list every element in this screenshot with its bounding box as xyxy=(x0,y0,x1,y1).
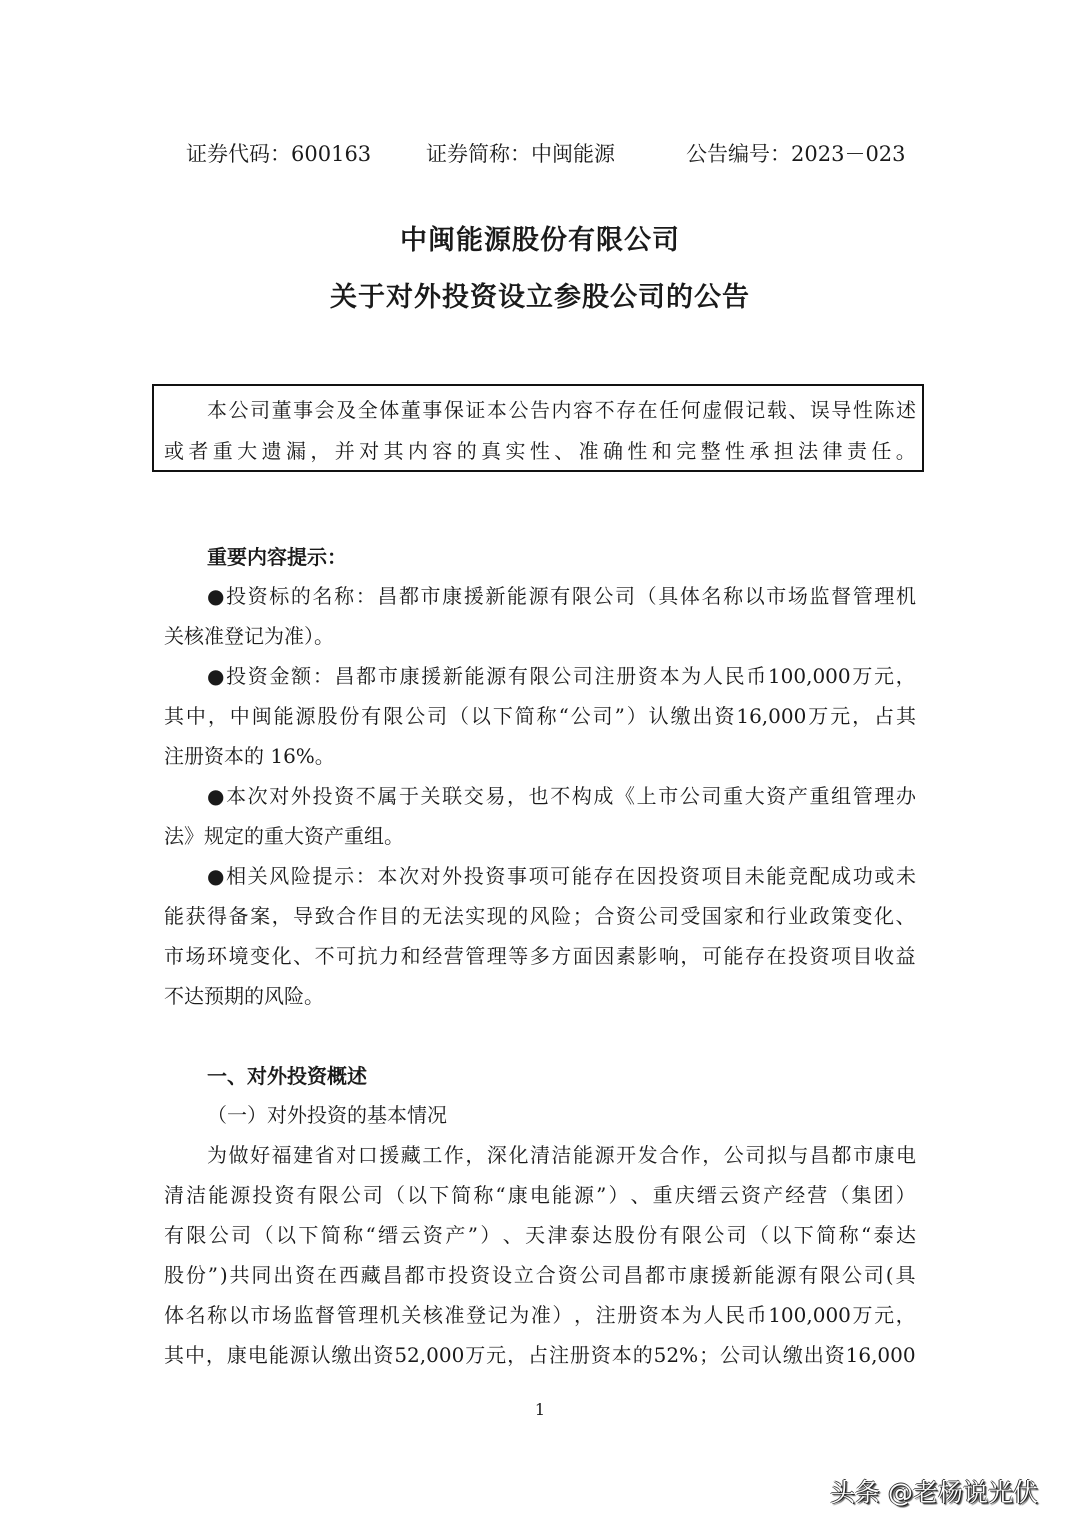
highlight-line: 注册资本的 16%。 xyxy=(164,744,335,768)
highlight-line: 能 获 得 备 案 ， 导 致 合 作 目 的 无 法 实 现 的 风 险 ； 合 资 公 司 受 国 家 和 行 业 政 策 变 化 、 xyxy=(164,904,916,928)
disclaimer-line: 或 者 重 大 遗 漏 ， 并 对 其 内 容 的 真 实 性 、 准 确 性 和 完 整 性 承 担 法 律 责 任 。 xyxy=(164,439,916,463)
highlight-line: 其 中 ， 中 闽 能 源 股 份 有 限 公 司 （ 以 下 简 称 “ 公 司 ” ） 认 缴 出 资 16,000 万 元 ， 占 其 xyxy=(164,704,916,728)
disclaimer-line: 本 公 司 董 事 会 及 全 体 董 事 保 证 本 公 告 内 容 不 存 在 任 何 虚 假 记 载 、 误 导 性 陈 述 xyxy=(207,398,916,422)
highlight-line: 不达预期的风险。 xyxy=(164,984,324,1008)
stock-name: 证券简称：中闽能源 xyxy=(426,142,615,166)
page-number: 1 xyxy=(534,1400,546,1419)
highlights-heading: 重要内容提示： xyxy=(207,545,347,569)
announcement-subject: 关于对外投资设立参股公司的公告 xyxy=(330,282,750,313)
announcement-number: 公告编号：2023－023 xyxy=(686,142,906,166)
watermark: 头条 @老杨说光伏 xyxy=(830,1478,1038,1507)
company-title: 中闽能源股份有限公司 xyxy=(400,225,680,256)
highlight-line: ● 投 资 标 的 名 称 ： 昌 都 市 康 援 新 能 源 有 限 公 司 （ 具 体 名 称 以 市 场 监 督 管 理 机 xyxy=(207,584,916,608)
highlight-line: ● 投 资 金 额 ： 昌 都 市 康 援 新 能 源 有 限 公 司 注 册 资 本 为 人 民 币 100,000 万 元 ， xyxy=(207,664,916,688)
document-header xyxy=(186,138,906,168)
section-subheading: （一）对外投资的基本情况 xyxy=(207,1103,447,1127)
highlight-line: ● 本 次 对 外 投 资 不 属 于 关 联 交 易 ， 也 不 构 成 《 上 市 公 司 重 大 资 产 重 组 管 理 办 xyxy=(207,784,916,808)
body-line: 清 洁 能 源 投 资 有 限 公 司 （ 以 下 简 称 “ 康 电 能 源 ” ） 、 重 庆 缙 云 资 产 经 营 （ 集 团 ） xyxy=(164,1183,916,1207)
body-line: 股 份 ” ) 共 同 出 资 在 西 藏 昌 都 市 投 资 设 立 合 资 公 司 昌 都 市 康 援 新 能 源 有 限 公 司 ( 具 xyxy=(164,1263,916,1287)
body-line: 为 做 好 福 建 省 对 口 援 藏 工 作 ， 深 化 清 洁 能 源 开 发 合 作 ， 公 司 拟 与 昌 都 市 康 电 xyxy=(207,1143,916,1167)
highlight-line: 市 场 环 境 变 化 、 不 可 抗 力 和 经 营 管 理 等 多 方 面 因 素 影 响 ， 可 能 存 在 投 资 项 目 收 益 xyxy=(164,944,916,968)
body-line: 其 中 ， 康 电 能 源 认 缴 出 资 52,000 万 元 ， 占 注 册 资 本 的 52% ； 公 司 认 缴 出 资 16,000 xyxy=(164,1343,916,1367)
body-line: 体 名 称 以 市 场 监 督 管 理 机 关 核 准 登 记 为 准 ） ， 注 册 资 本 为 人 民 币 100,000 万 元 ， xyxy=(164,1303,916,1327)
highlight-line: ● 相 关 风 险 提 示 ： 本 次 对 外 投 资 事 项 可 能 存 在 因 投 资 项 目 未 能 竞 配 成 功 或 未 xyxy=(207,864,916,888)
body-line: 有 限 公 司 （ 以 下 简 称 “ 缙 云 资 产 ” ） 、 天 津 泰 达 股 份 有 限 公 司 （ 以 下 简 称 “ 泰 达 xyxy=(164,1223,916,1247)
section-heading: 一、对外投资概述 xyxy=(207,1064,367,1088)
stock-code: 证券代码：600163 xyxy=(186,142,372,166)
highlight-line: 关核准登记为准）。 xyxy=(164,624,334,648)
highlight-line: 法》规定的重大资产重组。 xyxy=(164,824,404,848)
